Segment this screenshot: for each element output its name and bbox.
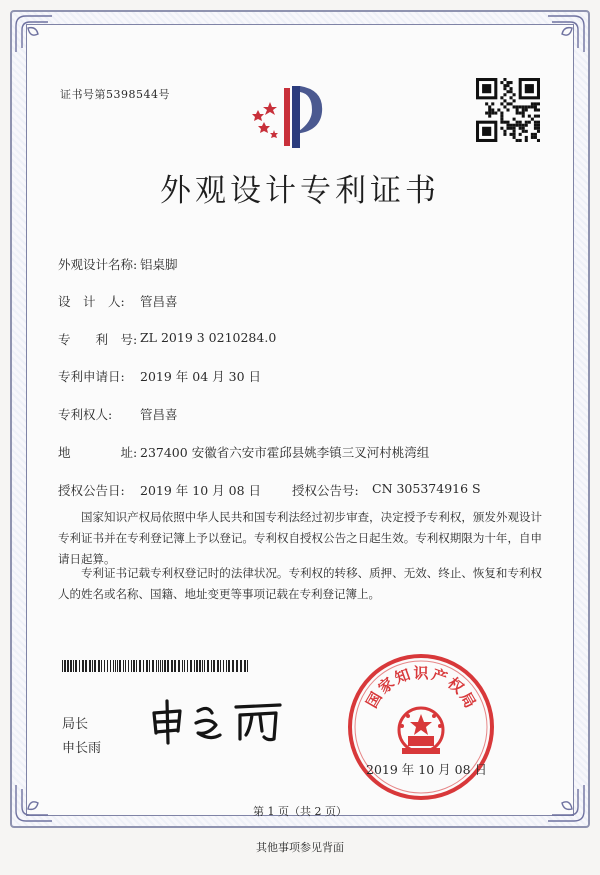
certificate-number — [60, 86, 170, 102]
footer-note: 其他事项参见背面 — [256, 841, 344, 854]
field-value: CN 305374916 S — [372, 481, 481, 496]
field-label: 外观设计名称: — [58, 257, 138, 272]
field-label: 专利申请日: — [58, 369, 125, 384]
field-designer — [58, 292, 178, 310]
seal-character: 产 — [429, 665, 450, 688]
field-value: 2019 年 04 月 30 日 — [140, 369, 261, 384]
seal-character: 局 — [456, 688, 480, 712]
certificate-number-label: 证书号第 — [60, 88, 106, 101]
field-label: 授权公告日: — [58, 483, 125, 498]
official-seal-icon — [346, 652, 496, 802]
field-address — [58, 443, 430, 461]
seal-character: 家 — [374, 673, 398, 698]
ornament-corner-icon — [546, 14, 586, 54]
field-value: 237400 安徽省六安市霍邱县姚李镇三叉河村桃湾组 — [140, 445, 430, 460]
certificate-number-value: 5398544 — [106, 88, 159, 101]
page-number: 第 1 页（共 2 页） — [253, 805, 347, 818]
field-value: 2019 年 10 月 08 日 — [140, 483, 261, 498]
seal-character: 国 — [362, 688, 386, 712]
field-design-name — [58, 255, 178, 273]
seal-character: 知 — [392, 665, 413, 688]
field-filing-date — [58, 367, 261, 385]
field-grant-no — [292, 481, 481, 499]
field-patent-no — [58, 330, 277, 348]
signatory-title: 局长 — [62, 717, 89, 732]
field-label: 授权公告号: — [292, 483, 359, 498]
body-paragraph-2: 专利证书记载专利权登记时的法律状况。专利权的转移、质押、无效、终止、恢复和专利权人的姓名或名称、国籍、地址变更等事项记载在专利登记簿上。 — [58, 566, 542, 601]
field-grant-date — [58, 481, 261, 499]
field-value: 管昌喜 — [140, 407, 178, 422]
field-label: 专 利 号: — [58, 332, 138, 347]
page-title: 外观设计专利证书 — [160, 173, 440, 209]
seal-date: 2019 年 10 月 08 日 — [366, 762, 487, 777]
field-value: 管昌喜 — [140, 294, 178, 309]
ornament-corner-icon — [14, 14, 54, 54]
body-paragraph-1: 国家知识产权局依照中华人民共和国专利法经过初步审查，决定授予专利权，颁发外观设计专利证书并在专利登记簿上予以登记。专利权自授权公告之日起生效。专利权期限为十年，自申请日起算。 — [58, 510, 542, 566]
field-value: 铝桌脚 — [140, 257, 178, 272]
field-label: 设 计 人: — [58, 294, 125, 309]
field-value: ZL 2019 3 0210284.0 — [140, 330, 277, 345]
field-label: 地 址: — [58, 445, 138, 460]
certificate-number-suffix: 号 — [158, 88, 170, 101]
seal-character: 权 — [444, 673, 468, 698]
seal-character: 识 — [413, 664, 429, 682]
handwritten-signature-icon — [148, 695, 288, 745]
cnipa-logo-icon — [244, 82, 326, 152]
field-patentee — [58, 405, 178, 423]
field-label: 专利权人: — [58, 407, 113, 422]
barcode-icon — [62, 660, 248, 672]
signatory-name: 申长雨 — [62, 741, 102, 756]
qr-code-icon — [476, 78, 540, 142]
